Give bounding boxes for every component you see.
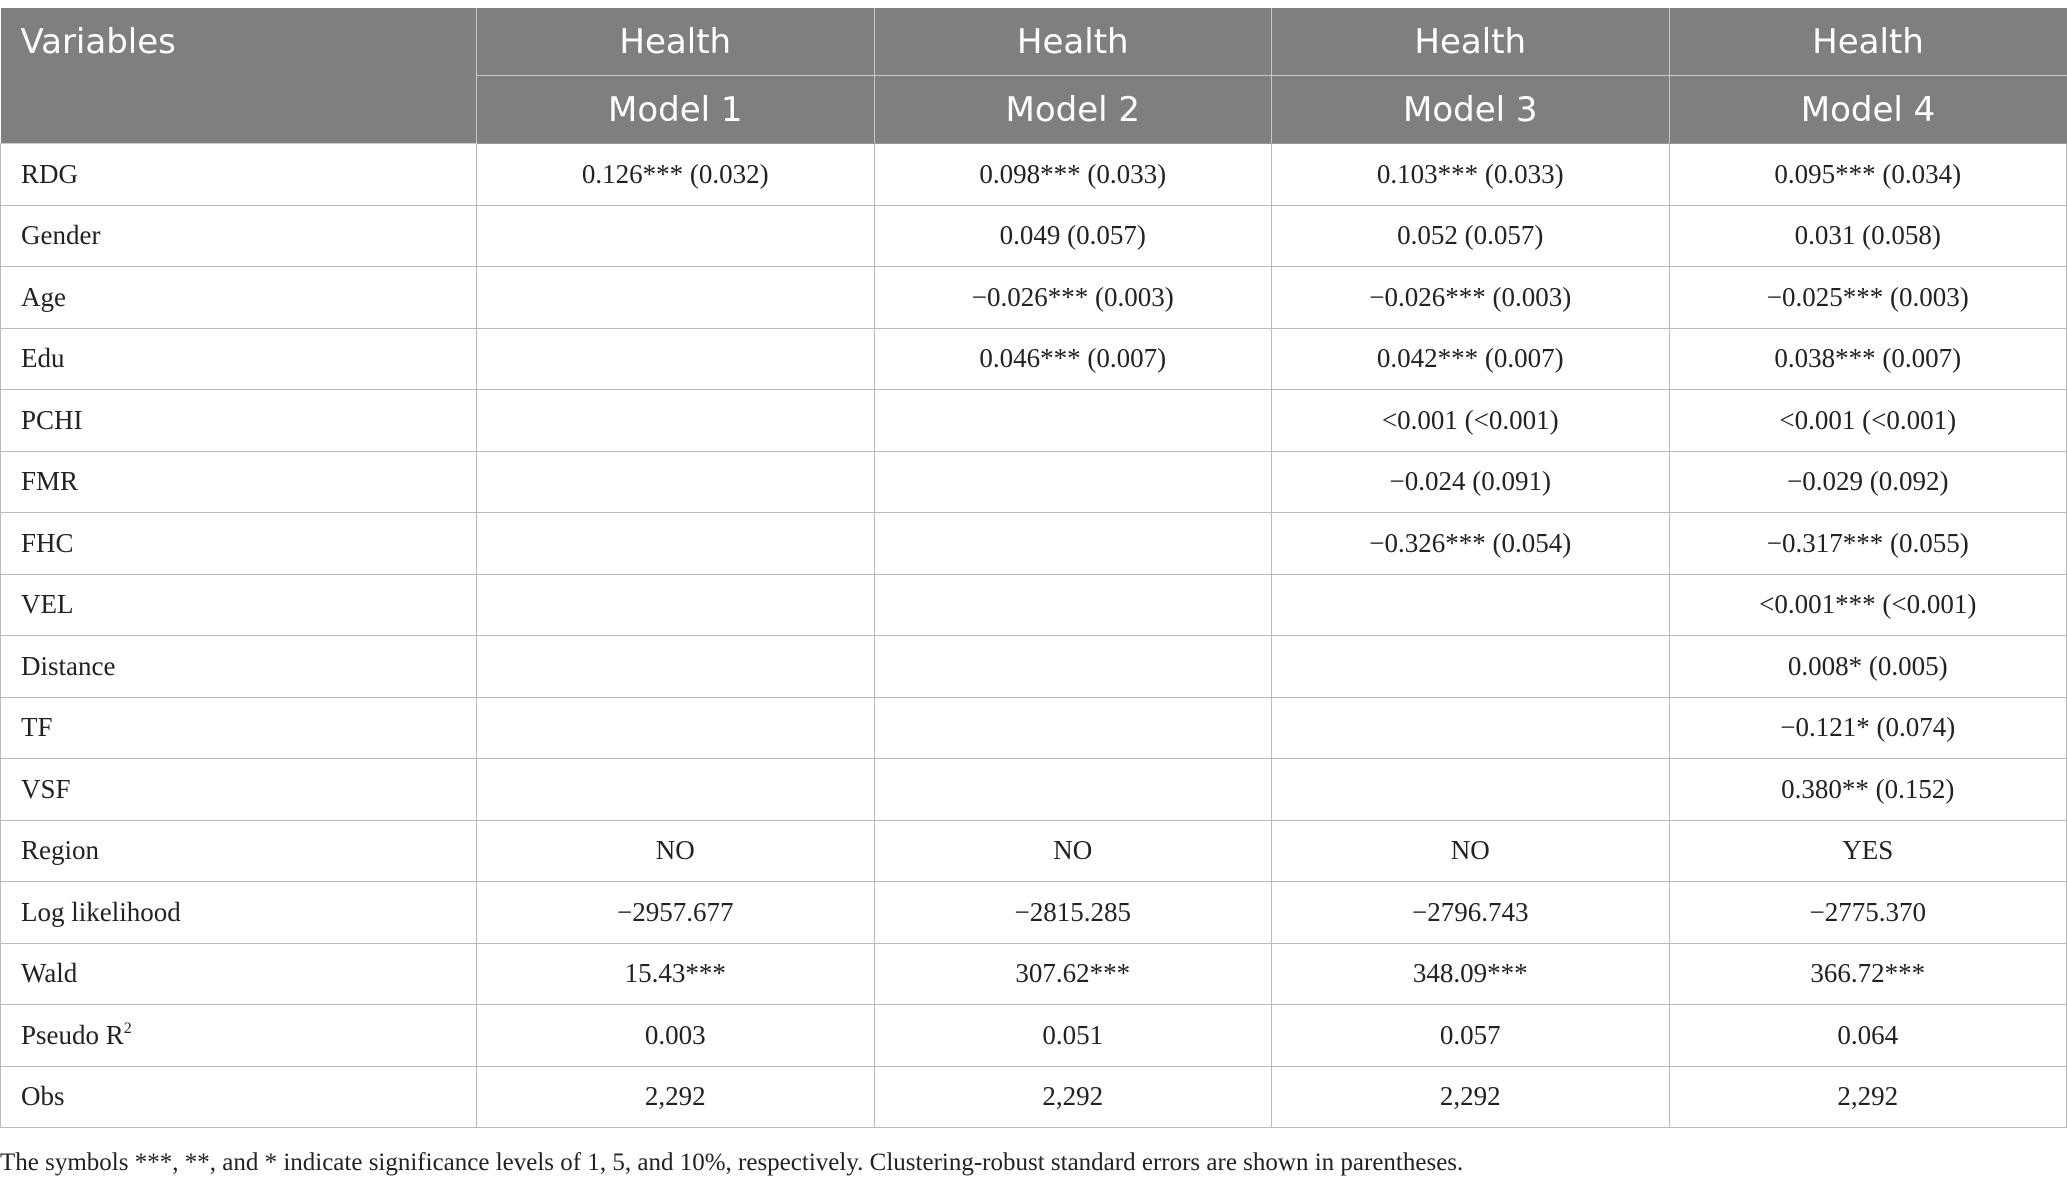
table-header	[1, 8, 2067, 144]
table-row	[1, 759, 2067, 821]
estimate-cell: 0.057	[1272, 1005, 1670, 1067]
estimate-cell	[477, 328, 875, 390]
estimate-cell	[1272, 636, 1670, 698]
estimate-cell: NO	[477, 820, 875, 882]
estimate-cell: 0.095*** (0.034)	[1669, 144, 2067, 206]
table-row	[1, 390, 2067, 452]
estimate-cell: <0.001*** (<0.001)	[1669, 574, 2067, 636]
estimate-cell: 2,292	[1272, 1066, 1670, 1128]
estimate-cell: 366.72***	[1669, 943, 2067, 1005]
variable-label-cell	[1, 882, 477, 944]
model-header: Model 2	[874, 76, 1272, 144]
variable-label: PCHI	[21, 404, 83, 435]
table-row	[1, 636, 2067, 698]
variable-label: Region	[21, 835, 99, 866]
estimate-cell: 2,292	[874, 1066, 1272, 1128]
variable-label-cell	[1, 1005, 477, 1067]
table-row	[1, 451, 2067, 513]
table-row	[1, 513, 2067, 575]
variable-label: FHC	[21, 527, 74, 558]
variable-label-cell	[1, 267, 477, 329]
estimate-cell: NO	[1272, 820, 1670, 882]
estimate-cell: −2796.743	[1272, 882, 1670, 944]
variable-label: VEL	[21, 589, 74, 620]
estimate-cell: 0.064	[1669, 1005, 2067, 1067]
model-header: Model 3	[1272, 76, 1670, 144]
table-row	[1, 697, 2067, 759]
variable-label-cell	[1, 513, 477, 575]
estimate-cell	[477, 636, 875, 698]
estimate-cell: −0.317*** (0.055)	[1669, 513, 2067, 575]
estimate-cell: −0.025*** (0.003)	[1669, 267, 2067, 329]
variable-label: Distance	[21, 650, 116, 681]
estimate-cell	[477, 267, 875, 329]
estimate-cell	[874, 697, 1272, 759]
dependent-variable-header: Health	[874, 8, 1272, 76]
estimate-cell: 0.003	[477, 1005, 875, 1067]
variable-label-cell	[1, 636, 477, 698]
table-footnote: The symbols ***, **, and * indicate significance levels of 1, 5, and 10%, respectively. Clustering-robust standard errors are shown in parentheses.	[0, 1149, 1464, 1176]
table-row	[1, 267, 2067, 329]
variable-label-cell	[1, 697, 477, 759]
variable-label: Wald	[21, 958, 78, 989]
estimate-cell	[874, 636, 1272, 698]
table-row	[1, 943, 2067, 1005]
estimate-cell	[874, 390, 1272, 452]
estimate-cell: 0.046*** (0.007)	[874, 328, 1272, 390]
variable-label-cell	[1, 205, 477, 267]
estimate-cell	[477, 759, 875, 821]
estimate-cell	[477, 205, 875, 267]
table-row	[1, 574, 2067, 636]
estimate-cell	[874, 451, 1272, 513]
regression-table	[0, 8, 2067, 1128]
variable-label-superscript: 2	[123, 1019, 132, 1037]
estimate-cell: 0.042*** (0.007)	[1272, 328, 1670, 390]
table-row	[1, 1066, 2067, 1128]
estimate-cell: NO	[874, 820, 1272, 882]
estimate-cell	[874, 574, 1272, 636]
variable-label-cell	[1, 943, 477, 1005]
estimate-cell	[477, 390, 875, 452]
table-row	[1, 144, 2067, 206]
estimate-cell: 2,292	[477, 1066, 875, 1128]
estimate-cell	[874, 513, 1272, 575]
estimate-cell: −0.026*** (0.003)	[1272, 267, 1670, 329]
variable-label-cell	[1, 759, 477, 821]
estimate-cell: 15.43***	[477, 943, 875, 1005]
table-row	[1, 820, 2067, 882]
variables-header: Variables	[1, 8, 477, 144]
table-row	[1, 1005, 2067, 1067]
variable-label: Log likelihood	[21, 896, 181, 927]
estimate-cell: −0.326*** (0.054)	[1272, 513, 1670, 575]
variable-label: TF	[21, 712, 53, 743]
model-header: Model 4	[1669, 76, 2067, 144]
estimate-cell: −2957.677	[477, 882, 875, 944]
variable-label: RDG	[21, 158, 79, 189]
variable-label: Edu	[21, 343, 65, 374]
estimate-cell: <0.001 (<0.001)	[1272, 390, 1670, 452]
estimate-cell	[874, 759, 1272, 821]
variable-label-cell	[1, 328, 477, 390]
variable-label: Age	[21, 281, 66, 312]
estimate-cell: 0.126*** (0.032)	[477, 144, 875, 206]
table-row	[1, 882, 2067, 944]
variable-label-cell	[1, 820, 477, 882]
variable-label: VSF	[21, 773, 71, 804]
estimate-cell: 2,292	[1669, 1066, 2067, 1128]
estimate-cell	[1272, 759, 1670, 821]
variable-label: FMR	[21, 466, 79, 497]
estimate-cell: 348.09***	[1272, 943, 1670, 1005]
estimate-cell: <0.001 (<0.001)	[1669, 390, 2067, 452]
dependent-variable-header: Health	[1272, 8, 1670, 76]
variable-label-cell	[1, 574, 477, 636]
estimate-cell: 0.103*** (0.033)	[1272, 144, 1670, 206]
estimate-cell: −0.024 (0.091)	[1272, 451, 1670, 513]
estimate-cell: −2775.370	[1669, 882, 2067, 944]
variable-label-cell	[1, 1066, 477, 1128]
table-row	[1, 205, 2067, 267]
model-header: Model 1	[477, 76, 875, 144]
estimate-cell: −0.026*** (0.003)	[874, 267, 1272, 329]
variable-label: Pseudo R	[21, 1019, 124, 1050]
estimate-cell: −2815.285	[874, 882, 1272, 944]
estimate-cell: YES	[1669, 820, 2067, 882]
table-row	[1, 328, 2067, 390]
variable-label: Gender	[21, 220, 101, 251]
estimate-cell	[477, 513, 875, 575]
estimate-cell: −0.029 (0.092)	[1669, 451, 2067, 513]
estimate-cell	[1272, 697, 1670, 759]
estimate-cell: 0.098*** (0.033)	[874, 144, 1272, 206]
header-row-top	[1, 8, 2067, 76]
estimate-cell: 0.051	[874, 1005, 1272, 1067]
estimate-cell: 0.038*** (0.007)	[1669, 328, 2067, 390]
estimate-cell: −0.121* (0.074)	[1669, 697, 2067, 759]
estimate-cell	[477, 574, 875, 636]
estimate-cell	[477, 697, 875, 759]
estimate-cell: 307.62***	[874, 943, 1272, 1005]
estimate-cell: 0.049 (0.057)	[874, 205, 1272, 267]
dependent-variable-header: Health	[1669, 8, 2067, 76]
estimate-cell: 0.031 (0.058)	[1669, 205, 2067, 267]
estimate-cell	[1272, 574, 1670, 636]
variable-label: Obs	[21, 1081, 65, 1112]
estimate-cell	[477, 451, 875, 513]
variable-label-cell	[1, 451, 477, 513]
variable-label-cell	[1, 144, 477, 206]
regression-table-wrapper	[0, 8, 2066, 1128]
estimate-cell: 0.052 (0.057)	[1272, 205, 1670, 267]
estimate-cell: 0.008* (0.005)	[1669, 636, 2067, 698]
dependent-variable-header: Health	[477, 8, 875, 76]
table-body	[1, 144, 2067, 1128]
variable-label-cell	[1, 390, 477, 452]
estimate-cell: 0.380** (0.152)	[1669, 759, 2067, 821]
